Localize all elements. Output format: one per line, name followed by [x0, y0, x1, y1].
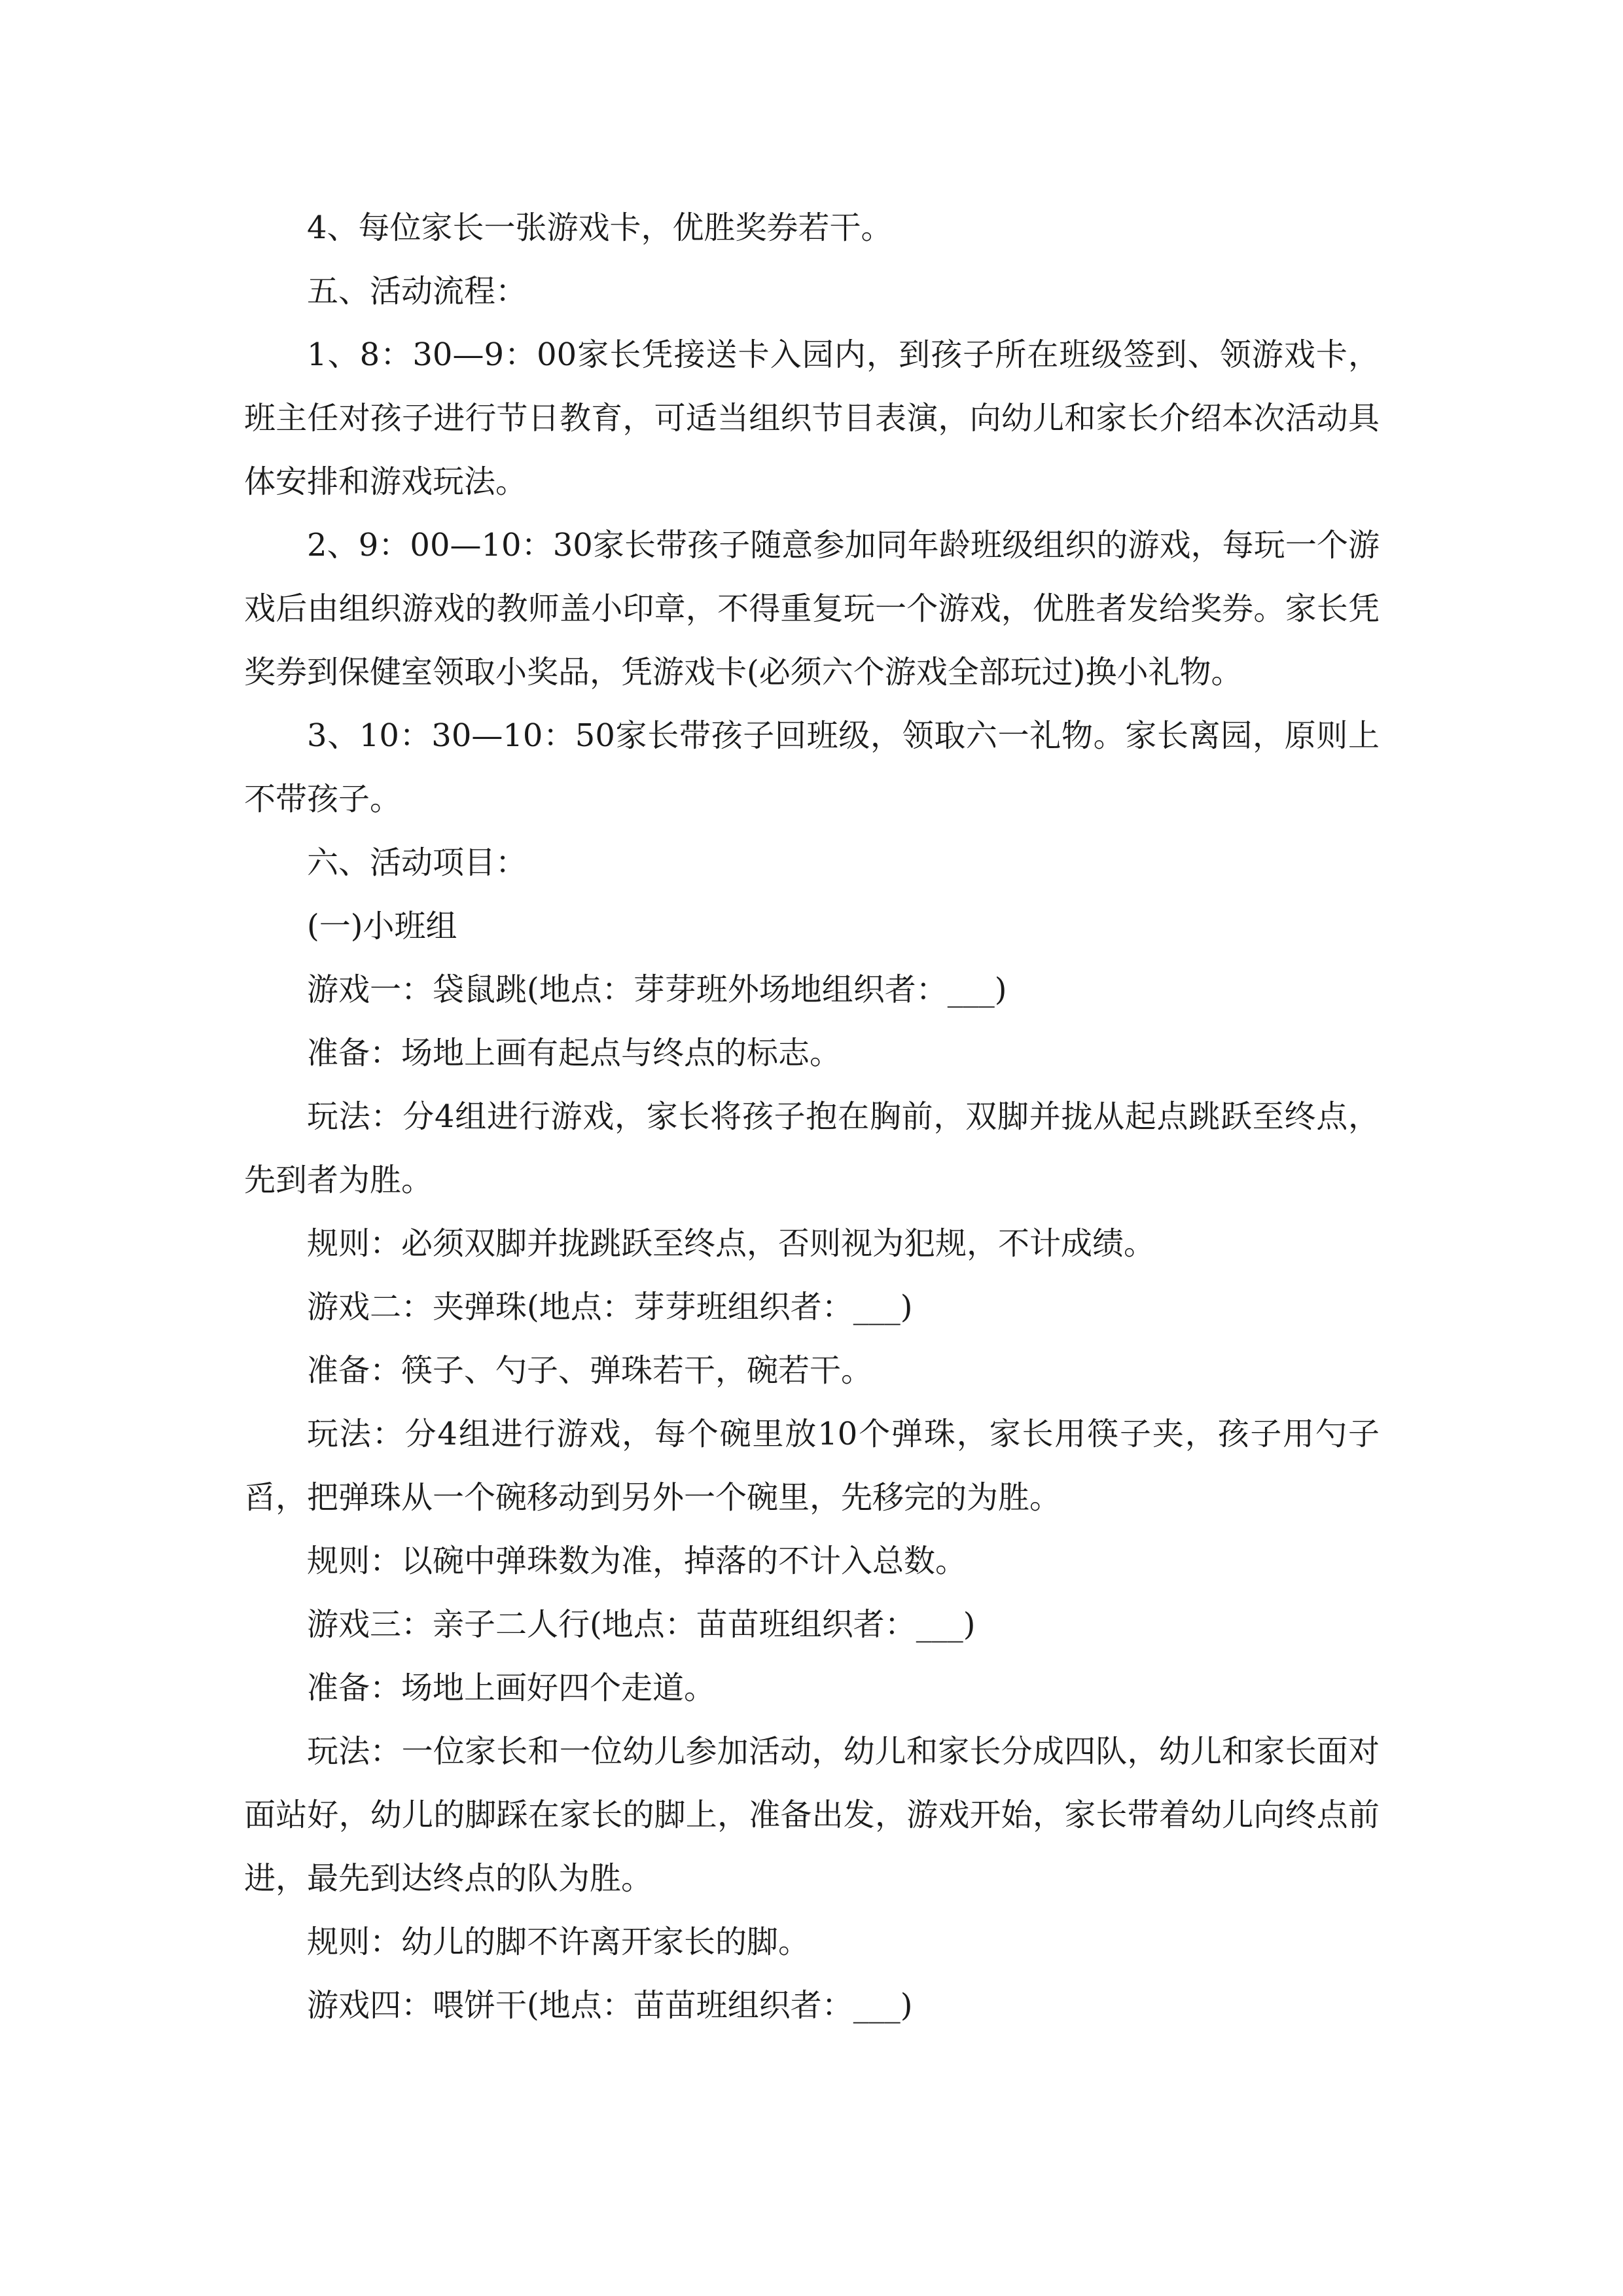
- heading-activity-process: 五、活动流程：: [307, 273, 527, 310]
- game-1-gameplay: 玩法：分4组进行游戏，家长将孩子抱在胸前，双脚并拢从起点跳跃至终点，先到者为胜。: [244, 1098, 1380, 1198]
- paragraph-process-step-3: 3、10：30—10：50家长带孩子回班级，领取六一礼物。家长离园，原则上不带孩子。: [244, 717, 1380, 817]
- game-2-title: 游戏二：夹弹珠(地点：芽芽班组织者：___): [307, 1289, 913, 1325]
- game-1-title: 游戏一：袋鼠跳(地点：芽芽班外场地组织者：___): [307, 971, 1007, 1008]
- paragraph-process-step-1: 1、8：30—9：00家长凭接送卡入园内，到孩子所在班级签到、领游戏卡，班主任对孩子进行节日教育，可适当组织节目表演，向幼儿和家长介绍本次活动具体安排和游戏玩法。: [244, 336, 1380, 500]
- game-1-rules: 规则：必须双脚并拢跳跃至终点，否则视为犯规，不计成绩。: [307, 1225, 1156, 1262]
- game-2-preparation: 准备：筷子、勺子、弹珠若干，碗若干。: [307, 1352, 873, 1389]
- paragraph-materials-cards: 4、每位家长一张游戏卡，优胜奖券若干。: [307, 209, 893, 246]
- game-2-rules: 规则：以碗中弹珠数为准，掉落的不计入总数。: [307, 1543, 967, 1579]
- game-2-gameplay: 玩法：分4组进行游戏，每个碗里放10个弹珠，家长用筷子夹，孩子用勺子舀，把弹珠从一个碗移动到另外一个碗里，先移完的为胜。: [244, 1416, 1380, 1516]
- game-3-title: 游戏三：亲子二人行(地点：苗苗班组织者：___): [307, 1606, 976, 1643]
- game-3-preparation: 准备：场地上画好四个走道。: [307, 1670, 716, 1706]
- document-body: [244, 196, 1380, 2037]
- paragraph-process-step-2: 2、9：00—10：30家长带孩子随意参加同年龄班级组织的游戏，每玩一个游戏后由组织游戏的教师盖小印章，不得重复玩一个游戏，优胜者发给奖券。家长凭奖券到保健室领取小奖品，凭游戏卡(必须六个游戏全部玩过)换小礼物。: [244, 527, 1380, 691]
- game-3-rules: 规则：幼儿的脚不许离开家长的脚。: [307, 1924, 810, 1960]
- heading-small-class-group: (一)小班组: [307, 908, 457, 944]
- game-1-preparation: 准备：场地上画有起点与终点的标志。: [307, 1035, 842, 1071]
- heading-activity-items: 六、活动项目：: [307, 844, 527, 881]
- game-3-gameplay: 玩法：一位家长和一位幼儿参加活动，幼儿和家长分成四队，幼儿和家长面对面站好，幼儿的脚踩在家长的脚上，准备出发，游戏开始，家长带着幼儿向终点前进，最先到达终点的队为胜。: [244, 1733, 1380, 1897]
- game-4-title: 游戏四：喂饼干(地点：苗苗班组织者：___): [307, 1987, 913, 2024]
